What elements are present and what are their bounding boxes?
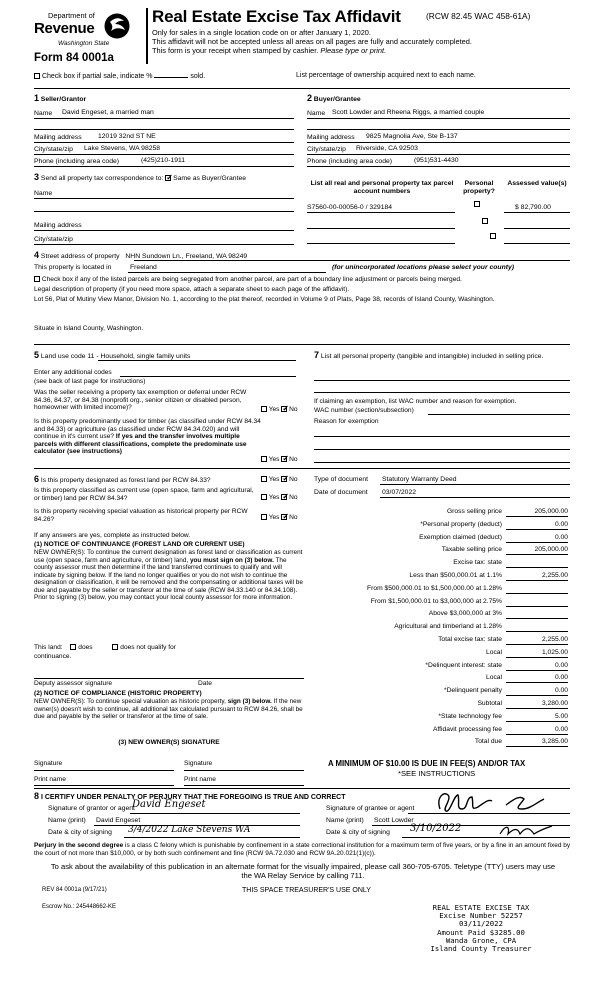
treasurer-stamp xyxy=(406,904,556,953)
located-line xyxy=(128,272,326,273)
personal-property-line-2[interactable] xyxy=(314,392,570,393)
section1-heading xyxy=(34,93,86,104)
escrow-number: Escrow No.: 245448662-KE xyxy=(42,904,117,910)
agency-line1: Department of xyxy=(48,11,95,20)
timber-question-b: If yes and the transfer involves multiple parcels with different classifications, complete the predominate use calculator (see instructions) xyxy=(34,433,247,456)
forest-question-text: Is this property designated as forest land per RCW 84.33? xyxy=(40,477,211,484)
availability-note: To ask about the availability of this publication in an alternate format for the visually impaired, please call 360-705-6705. Teletype (TTY) users may use the WA Relay Service by calling 711. xyxy=(50,862,556,881)
timber-yes-checkbox[interactable] xyxy=(261,456,267,462)
section-rule-6 xyxy=(34,468,570,469)
seller-city-label: City/state/zip xyxy=(34,146,73,153)
owner-print-line-1[interactable] xyxy=(34,785,174,786)
section3-blank-line xyxy=(34,211,294,212)
parcel-number-1[interactable]: S7560-00-00056-0 / 329184 xyxy=(307,204,393,211)
parcel-line-1 xyxy=(307,212,455,213)
tax-row-value[interactable]: 1,025.00 xyxy=(506,649,568,658)
form-title: Real Estate Excise Tax Affidavit xyxy=(152,7,401,26)
buyer-heading: Buyer/Grantee xyxy=(313,96,361,103)
land-use-line xyxy=(98,360,296,361)
header-divider xyxy=(146,8,148,64)
grantee-name[interactable]: Scott Lowder xyxy=(374,817,414,824)
assessed-line-1 xyxy=(504,212,570,213)
grantee-name-label: Name (print) xyxy=(326,817,364,824)
exemption-question: Was the seller receiving a property tax exemption or deferral under RCW 84.36, 84.37, or 84.38 (nonprofit org., senior citizen or disabled person, homeowner with limited income)? xyxy=(34,389,247,412)
perjury-note xyxy=(34,842,574,858)
tax-row xyxy=(314,596,570,609)
tax-row xyxy=(314,711,570,724)
situate-text: Situate in Island County, Washington. xyxy=(34,325,144,332)
exemption-no-checkbox[interactable] xyxy=(281,406,287,412)
owner-signature-label-2: Signature xyxy=(184,760,213,767)
tax-row-label: Above $3,000,000 at 3% xyxy=(428,610,502,618)
seller-city-line xyxy=(34,154,294,155)
tax-row-value[interactable]: 2,255.00 xyxy=(506,572,568,581)
continuance-label: continuance. xyxy=(34,653,72,660)
tax-row-value[interactable]: 0.00 xyxy=(506,534,568,543)
grantee-date[interactable]: 3/10/2022 xyxy=(410,823,462,834)
timber-question xyxy=(34,418,262,456)
timber-question-a: Is this property predominantly used for timber (as classified under RCW 84.34 and 84.33) or agriculture (as classified under RCW 84.34.020) and will continue in it's current use? xyxy=(34,418,261,441)
notice2-text xyxy=(34,698,304,721)
tax-row xyxy=(314,724,570,737)
personal-property-line-1[interactable] xyxy=(314,380,570,381)
forest-no-label: No xyxy=(289,476,298,483)
reason-line-1[interactable] xyxy=(314,436,570,437)
owner-signature-line-2[interactable] xyxy=(184,770,304,771)
tax-row-value[interactable] xyxy=(506,585,568,594)
grantor-sig-label: Signature of grantor or agent xyxy=(48,805,135,812)
tax-row xyxy=(314,634,570,647)
tax-row xyxy=(314,660,570,673)
grantee-signature[interactable] xyxy=(410,789,560,815)
rev-number: REV 84 0001a (9/17/21) xyxy=(42,887,107,893)
tax-row-label: Local xyxy=(486,648,502,656)
exemption-yes-no xyxy=(261,406,298,414)
doc-type-label: Type of document xyxy=(314,476,369,483)
tax-row xyxy=(314,506,570,519)
notice1-a: NEW OWNER(S): To continue the current designation as forest land or classification as current use (open space, farm and agriculture, or timber) land, xyxy=(34,549,303,564)
grantee-date-label: Date & city of signing xyxy=(326,829,390,836)
owner-print-label-2: Print name xyxy=(184,776,216,783)
wac-label: WAC number (section/subsection) xyxy=(314,407,414,414)
timber-yes-label: Yes xyxy=(268,456,280,463)
assessed-line-2 xyxy=(504,228,570,229)
stamp-line-3: 03/11/2022 xyxy=(459,919,503,929)
historic-no-label: No xyxy=(289,514,298,521)
section-rule-1 xyxy=(34,88,570,89)
tax-row-label: Total due xyxy=(474,738,502,746)
seller-city[interactable]: Lake Stevens, WA 98258 xyxy=(84,145,161,152)
reason-line-3[interactable] xyxy=(314,462,570,463)
does-label: does xyxy=(78,644,93,651)
seller-name-line xyxy=(34,118,294,119)
tax-row-value[interactable] xyxy=(506,623,568,632)
street-address[interactable]: NHN Sundown Ln., Freeland, WA 98249 xyxy=(125,253,248,260)
perjury-bold: Perjury in the second degree xyxy=(34,842,124,849)
grantor-signature[interactable]: David Engeset xyxy=(132,799,206,810)
tax-row-label: Exemption claimed (deduct) xyxy=(419,533,502,541)
grantee-sig-line xyxy=(408,813,570,814)
tax-row-value[interactable]: 3,280.00 xyxy=(506,700,568,709)
grantor-date-city[interactable]: 3/4/2022 Lake Stevens WA xyxy=(128,825,251,835)
forest-yes-checkbox[interactable] xyxy=(261,476,267,482)
tax-row-value[interactable] xyxy=(506,610,568,619)
current-use-yes-label: Yes xyxy=(268,494,280,501)
doc-date-label: Date of document xyxy=(314,489,368,496)
header-note-3b: Please type or print. xyxy=(320,46,387,55)
reason-line-2[interactable] xyxy=(314,449,570,450)
agency-line2: Revenue xyxy=(34,20,95,37)
tax-row xyxy=(314,557,570,570)
buyer-name[interactable]: Scott Lowder and Rheena Riggs, a married couple xyxy=(332,109,485,116)
deputy-signature-line[interactable] xyxy=(34,678,304,679)
seller-name-label: Name xyxy=(34,110,53,117)
tax-row-label: *Delinquent penalty xyxy=(444,687,502,695)
section3-name-label: Name xyxy=(34,190,53,197)
section-rule-5 xyxy=(34,344,570,345)
partial-sale-label: Check box if partial sale, indicate % xyxy=(41,73,153,80)
tax-row-label: Taxable selling price xyxy=(441,546,502,554)
tax-row xyxy=(314,672,570,685)
owner-signature-line-1[interactable] xyxy=(34,770,174,771)
owner-signature-label-1: Signature xyxy=(34,760,63,767)
notice2-b: sign (3) below. xyxy=(227,698,272,705)
tax-row xyxy=(314,621,570,634)
section3-city-line[interactable] xyxy=(34,244,294,245)
tax-row-value[interactable] xyxy=(506,559,568,568)
tax-row xyxy=(314,519,570,532)
current-use-no-label: No xyxy=(289,494,298,501)
section3-city-label: City/state/zip xyxy=(34,236,73,243)
section8-number: 8 xyxy=(34,791,40,801)
header-note-3 xyxy=(152,47,386,56)
tax-row-label: Agricultural and timberland at 1.28% xyxy=(394,623,502,631)
tax-row-value[interactable]: 2,255.00 xyxy=(506,636,568,645)
deputy-date-label: Date xyxy=(198,680,212,687)
grantee-city-scrawl xyxy=(496,822,556,838)
doc-type[interactable]: Statutory Warranty Deed xyxy=(382,476,457,483)
additional-codes-line[interactable] xyxy=(120,376,296,377)
tax-row-label: Less than $500,000.01 at 1.1% xyxy=(409,572,502,579)
current-use-yes-no xyxy=(261,494,298,502)
buyer-city[interactable]: Riverside, CA 92503 xyxy=(356,145,418,152)
certify-text: I CERTIFY UNDER PENALTY OF PERJURY THAT THE FOREGOING IS TRUE AND CORRECT xyxy=(40,794,346,801)
notice1-c: The county assessor must then determine if the land transferred continues to qualify and will indicate by signing below. If the land no longer qualifies or you do not wish to continue the designation or classification, it will be removed and the compensating or additional taxes will be due and payable by the seller or transferor at the time of sale (RCW 84.33.140 or 84.34.108). Prior to signing (3) below, you may contact your local county assessor for more information. xyxy=(34,556,303,602)
notice1-title: (1) NOTICE OF CONTINUANCE (FOREST LAND OR CURRENT USE) xyxy=(34,541,245,548)
parcels-head-assessed: Assessed value(s) xyxy=(507,180,567,187)
dor-swirl-icon xyxy=(102,12,132,40)
tax-row-label: Local xyxy=(486,674,502,682)
partial-sale-row xyxy=(34,71,205,81)
buyer-phone[interactable]: (951)531-4430 xyxy=(414,157,459,164)
timber-no-checkbox[interactable] xyxy=(281,456,287,462)
see-instructions: *SEE INSTRUCTIONS xyxy=(398,769,476,778)
buyer-city-line xyxy=(307,154,570,155)
seller-mail-label: Mailing address xyxy=(34,134,82,141)
section2-number: 2 xyxy=(307,93,313,103)
buyer-mail-line xyxy=(307,142,570,143)
owner-print-label-1: Print name xyxy=(34,776,66,783)
doc-date[interactable]: 03/07/2022 xyxy=(382,489,417,496)
tax-row-value[interactable]: 0.00 xyxy=(506,674,568,683)
buyer-name-label: Name xyxy=(307,110,326,117)
tax-row-value[interactable]: 205,000.00 xyxy=(506,546,568,555)
street-address-label: Street address of property xyxy=(40,253,120,260)
land-use-code[interactable]: 11 - Household, single family units xyxy=(87,353,191,360)
tax-row xyxy=(314,544,570,557)
grantor-name-label: Name (print) xyxy=(48,817,86,824)
tax-row-label: Excise tax: state xyxy=(453,559,502,567)
current-use-yes-checkbox[interactable] xyxy=(261,494,267,500)
notice2-a: NEW OWNER(S): To continue special valuation as historic property, xyxy=(34,698,228,705)
exemption-no-label: No xyxy=(289,406,298,413)
seller-phone[interactable]: (425)210-1911 xyxy=(141,157,186,164)
section6-number: 6 xyxy=(34,474,40,484)
tax-row-value[interactable]: 205,000.00 xyxy=(506,508,568,517)
this-land-row xyxy=(34,644,176,652)
tax-row-value[interactable]: 5.00 xyxy=(506,713,568,722)
located-value[interactable]: Freeland xyxy=(130,264,157,271)
parcel-line-2 xyxy=(307,228,455,229)
exemption-yes-label: Yes xyxy=(268,406,280,413)
tax-row-label: Subtotal xyxy=(477,700,502,707)
same-as-buyer-checkbox[interactable] xyxy=(165,175,171,181)
historic-yes-checkbox[interactable] xyxy=(261,514,267,520)
doc-type-line xyxy=(380,484,570,485)
forest-yes-no xyxy=(261,476,298,484)
tax-row-value[interactable]: 0.00 xyxy=(506,662,568,671)
buyer-phone-label: Phone (including area code) xyxy=(307,158,393,165)
buyer-name-line xyxy=(307,118,570,119)
stamp-line-6: Island County Treasurer xyxy=(430,943,532,953)
if-yes-note: If any answers are yes, complete as instructed below. xyxy=(34,532,191,539)
seller-blank-line xyxy=(34,129,294,130)
stamp-line-4: Amount Paid $3285.00 xyxy=(437,927,525,937)
tax-row-label: *Delinquent interest: state xyxy=(425,661,502,669)
segregated-label: Check box if any of the listed parcels are being segregated from another parcel, are part of a boundary line adjustment or parcels being merged. xyxy=(41,276,462,283)
section4-number: 4 xyxy=(34,250,40,260)
tax-row-label: Gross selling price xyxy=(446,508,502,515)
owner-print-line-2[interactable] xyxy=(184,785,304,786)
additional-codes-label: Enter any additional codes xyxy=(34,369,112,376)
grantor-name[interactable]: David Engeset xyxy=(96,817,141,824)
stamp-line-2: Excise Number 52257 xyxy=(439,911,523,921)
this-land-label: This land: xyxy=(34,644,63,651)
tax-row xyxy=(314,685,570,698)
tax-row-value[interactable]: 0.00 xyxy=(506,687,568,696)
parcel-line-3 xyxy=(307,243,455,244)
perjury-text: is a class C felony which is punishable by confinement in a state correctional institution for a maximum term of five years, or by a fine in an amount fixed by the court of not more than $10,000, or by both such confinement and fine (RCW 9A.72.030 and RCW 9A.20.021(1)(c)). xyxy=(34,842,571,858)
tax-row-value[interactable]: 0.00 xyxy=(506,521,568,530)
seller-name[interactable]: David Engeset, a married man xyxy=(62,109,154,116)
form-number: Form 84 0001a xyxy=(34,52,114,64)
buyer-blank-line xyxy=(307,129,570,130)
doc-date-line xyxy=(380,497,570,498)
tax-row-label: *State technology fee xyxy=(438,712,502,720)
notice3-title: (3) NEW OWNER(S) SIGNATURE xyxy=(118,739,220,746)
wac-line[interactable] xyxy=(428,414,570,415)
unincorporated-note: (for unincorporated locations please select your county) xyxy=(332,264,515,271)
notice1-b: you must sign on (3) below. xyxy=(189,556,274,564)
section1-number: 1 xyxy=(34,93,40,103)
forest-question xyxy=(34,474,211,485)
header-note-3a: This form is your receipt when stamped by cashier. xyxy=(152,46,321,55)
section3-mail-label: Mailing address xyxy=(34,222,82,229)
current-use-no-checkbox[interactable] xyxy=(281,494,287,500)
timber-no-label: No xyxy=(289,456,298,463)
header-note-2: This affidavit will not be accepted unless all areas on all pages are fully and accurately completed. xyxy=(152,37,472,46)
legal-label: Legal description of property (if you need more space, attach a separate sheet to each page of the affidavit). xyxy=(34,286,350,293)
historic-no-checkbox[interactable] xyxy=(281,514,287,520)
partial-sold-label: sold. xyxy=(190,73,206,80)
tax-row-value[interactable]: 0.00 xyxy=(506,726,568,735)
legal-description[interactable]: Lot 56, Plat of Mutiny View Manor, Division No. 1, according to the plat thereof, recorded in Volume 9 of Plats, Page 38, records of Island County, Washington. xyxy=(34,296,495,303)
section3-name-line[interactable] xyxy=(34,198,294,199)
treasurer-use-only: THIS SPACE TREASURER'S USE ONLY xyxy=(242,887,371,894)
tax-row-label: Total excise tax: state xyxy=(438,636,502,643)
current-use-question: Is this property classified as current use (open space, farm and agricultural, or timber) land per RCW 84.34? xyxy=(34,487,254,502)
claim-exemption-text: If claiming an exemption, list WAC number and reason for exemption. xyxy=(314,398,517,405)
notice1-text xyxy=(34,549,304,602)
section3-mail-line[interactable] xyxy=(34,230,294,231)
forest-yes-label: Yes xyxy=(268,476,280,483)
grantee-date-line xyxy=(402,837,570,838)
assessed-value-1[interactable]: $ 82,790.00 xyxy=(515,204,551,211)
agency-line3: Washington State xyxy=(58,40,110,47)
seller-phone-line xyxy=(34,166,294,167)
exemption-yes-checkbox[interactable] xyxy=(261,406,267,412)
stamp-line-1: REAL ESTATE EXCISE TAX xyxy=(432,903,530,912)
reason-label: Reason for exemption xyxy=(314,418,379,425)
tax-row xyxy=(314,583,570,596)
historic-yes-no xyxy=(261,514,298,522)
personal-property-checkbox-2[interactable] xyxy=(482,218,488,224)
buyer-city-label: City/state/zip xyxy=(307,146,346,153)
header-note-1: Only for sales in a single location code on or after January 1, 2020. xyxy=(152,28,371,37)
tax-row-value[interactable]: 3,285.00 xyxy=(506,738,568,747)
notice2-title: (2) NOTICE OF COMPLIANCE (HISTORIC PROPERTY) xyxy=(34,690,202,697)
grantor-date-line xyxy=(124,837,300,838)
partial-percent-field[interactable] xyxy=(154,71,188,78)
does-checkbox[interactable] xyxy=(70,644,76,650)
historic-yes-label: Yes xyxy=(268,514,280,521)
street-address-line xyxy=(134,260,570,261)
section5-number: 5 xyxy=(34,350,40,360)
forest-no-checkbox[interactable] xyxy=(281,476,287,482)
parcels-head-personal: Personal property? xyxy=(463,180,495,195)
grantee-sig-label: Signature of grantee or agent xyxy=(326,805,415,812)
tax-row-label: Affidavit processing fee xyxy=(432,725,502,733)
tax-row xyxy=(314,647,570,660)
tax-row xyxy=(314,570,570,583)
assessed-line-3 xyxy=(504,243,570,244)
timber-yes-no xyxy=(261,456,298,464)
tax-row-label: From $500,000.01 to $1,500,000.00 at 1.28% xyxy=(367,584,502,592)
does-not-checkbox[interactable] xyxy=(112,644,118,650)
seller-mail-line xyxy=(34,142,294,143)
buyer-mail[interactable]: 9825 Magnolia Ave, Ste B-137 xyxy=(366,133,458,140)
personal-property-checkbox-3[interactable] xyxy=(490,233,496,239)
section2-heading xyxy=(307,93,361,104)
segregated-checkbox[interactable] xyxy=(34,276,40,282)
tax-row-value[interactable] xyxy=(506,598,568,607)
seller-heading: Seller/Grantor xyxy=(40,96,87,103)
tax-row xyxy=(314,736,570,749)
personal-property-checkbox-1[interactable] xyxy=(474,201,480,207)
seller-phone-label: Phone (including area code) xyxy=(34,158,120,165)
located-label: This property is located in xyxy=(34,264,112,271)
historic-question: Is this property receiving special valuation as historical property per RCW 84.26? xyxy=(34,508,248,523)
section7-number: 7 xyxy=(314,350,320,360)
partial-sale-checkbox[interactable] xyxy=(34,73,40,79)
form-rcw: (RCW 82.45 WAC 458-61A) xyxy=(426,11,531,21)
tax-row-label: From $1,500,000.01 to $3,000,000 at 2.75% xyxy=(370,597,502,605)
does-not-label: does not qualify for xyxy=(120,644,176,651)
tax-row xyxy=(314,532,570,545)
minimum-note: A MINIMUM OF $10.00 IS DUE IN FEE(S) AND/OR TAX xyxy=(328,759,526,768)
deputy-label: Deputy assessor signature xyxy=(34,680,113,687)
tax-row xyxy=(314,698,570,711)
parcels-head-numbers: List all real and personal property tax parcel account numbers xyxy=(310,180,454,195)
section7-text xyxy=(314,350,564,361)
tax-row-label: *Personal property (deduct) xyxy=(420,520,502,528)
stamp-line-5: Wanda Grone, CPA xyxy=(445,935,517,945)
same-as-buyer-label: Same as Buyer/Grantee xyxy=(173,175,247,182)
segregated-row xyxy=(34,276,462,284)
notice2-c: If the new owner(s) doesn't wish to continue, all additional tax calculated pursuant to RCW 84.26, shall be due and payable by the seller or transferor at the time of sale. xyxy=(34,698,303,721)
grantor-date-label: Date & city of signing xyxy=(48,829,112,836)
buyer-phone-line xyxy=(307,166,570,167)
dor-logo xyxy=(34,10,146,54)
section3-number: 3 xyxy=(34,172,40,182)
buyer-mail-label: Mailing address xyxy=(307,134,355,141)
tax-row xyxy=(314,608,570,621)
ownership-note: List percentage of ownership acquired next to each name. xyxy=(296,72,476,79)
section3-heading xyxy=(34,172,246,183)
grantor-sig-line xyxy=(130,813,300,814)
see-back-note: (see back of last page for instructions) xyxy=(34,378,146,385)
seller-mail[interactable]: 12019 32nd ST NE xyxy=(98,133,156,140)
land-use-label: Land use code xyxy=(40,353,86,360)
section3-text: Send all property tax correspondence to: xyxy=(40,175,164,182)
personal-property-text: List all personal property (tangible and intangible) included in selling price. xyxy=(320,353,544,360)
